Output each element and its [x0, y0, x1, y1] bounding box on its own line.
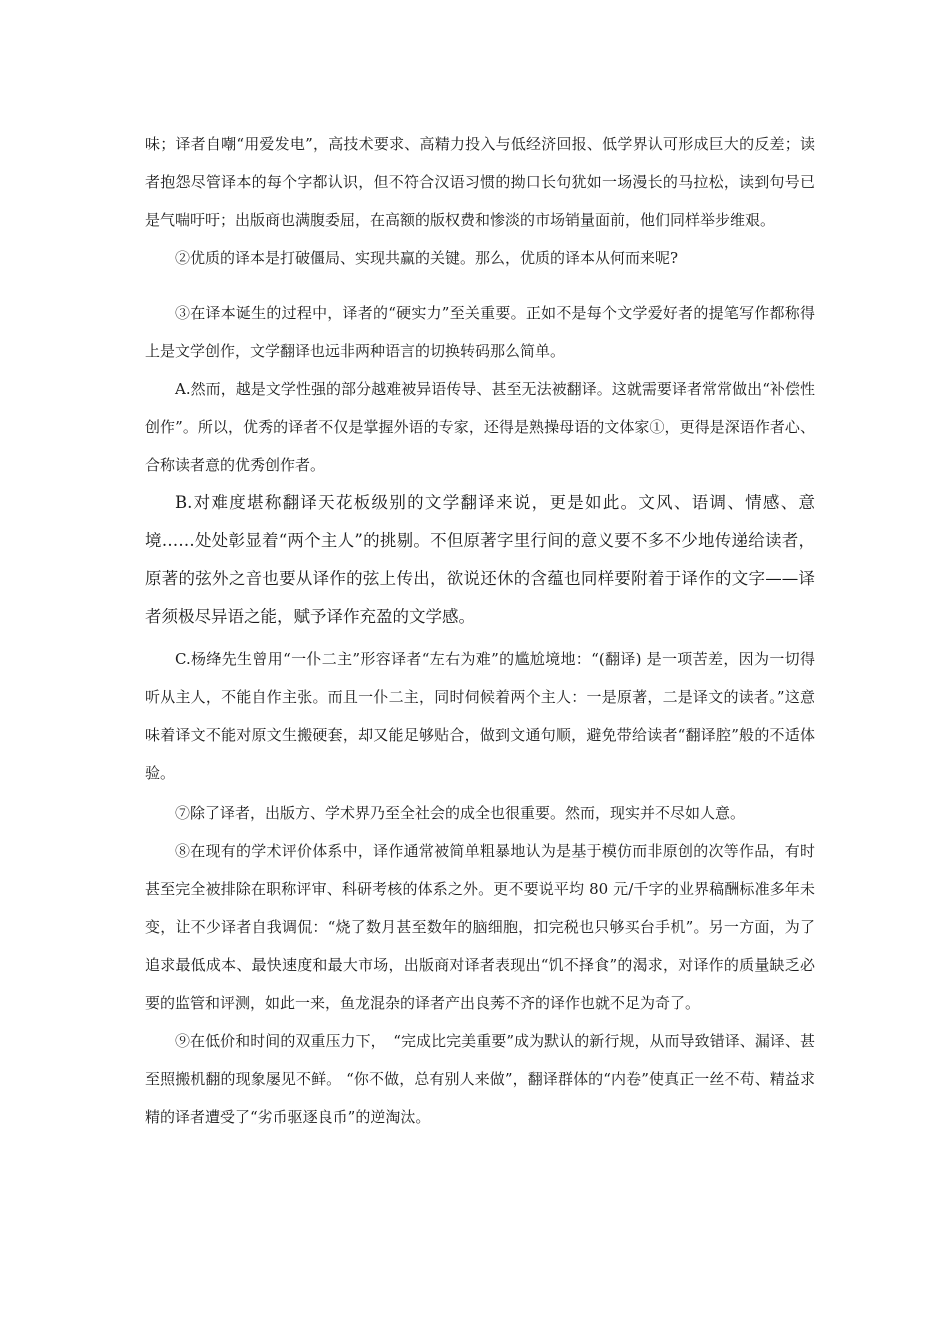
paragraph-3: ③在译本诞生的过程中，译者的“硬实力”至关重要。正如不是每个文学爱好者的提笔写作都称得上是文学创作，文学翻译也远非两种语言的切换转码那么简单。	[145, 304, 815, 360]
paragraph-option-a: A.然而，越是文学性强的部分越难被异语传导、甚至无法被翻译。这就需要译者常常做出“补偿性创作”。所以，优秀的译者不仅是掌握外语的专家，还得是熟操母语的文体家①，更得是深语作者心、合称读者意的优秀创作者。	[145, 380, 815, 474]
paragraph-9: ⑨在低价和时间的双重压力下， “完成比完美重要”成为默认的新行规，从而导致错译、漏译、甚至照搬机翻的现象屡见不鲜。 “你不做，总有别人来做”，翻译群体的“内卷”使真正一丝不苟、精益求精的译者遭受了“劣币驱逐良币”的逆淘汰。	[145, 1032, 815, 1126]
paragraph-continuation: 味；译者自嘲“用爱发电”，高技术要求、高精力投入与低经济回报、低学界认可形成巨大的反差；读者抱怨尽管译本的每个字都认识，但不符合汉语习惯的拗口长句犹如一场漫长的马拉松，读到句号已是气喘吁吁；出版商也满腹委屈，在高额的版权费和惨淡的市场销量面前，他们同样举步维艰。	[145, 135, 815, 229]
paragraph-2: ②优质的译本是打破僵局、实现共赢的关键。那么，优质的译本从何而来呢?	[175, 249, 679, 267]
paragraph-8: ⑧在现有的学术评价体系中，译作通常被简单粗暴地认为是基于模仿而非原创的次等作品，有时甚至完全被排除在职称评审、科研考核的体系之外。更不要说平均 80 元/千字的业界稿酬标准多年未变，让不少译者自我调侃：“烧了数月甚至数年的脑细胞，扣完税也只够买台手机”。另一方面，为了追求最低成本、最快速度和最大市场，出版商对译者表现出“饥不择食”的渴求，对译作的质量缺乏必要的监管和评测，如此一来，鱼龙混杂的译者产出良莠不齐的译作也就不足为奇了。	[145, 842, 815, 1012]
paragraph-option-c: C.杨绛先生曾用“一仆二主”形容译者“左右为难”的尴尬境地：“(翻译) 是一项苦差，因为一切得听从主人，不能自作主张。而且一仆二主，同时伺候着两个主人：一是原著，二是译文的读者。”这意味着译文不能对原文生搬硬套，却又能足够贴合，做到文通句顺，避免带给读者“翻译腔”般的不适体验。	[145, 650, 815, 782]
paragraph-7: ⑦除了译者，出版方、学术界乃至全社会的成全也很重要。然而，现实并不尽如人意。	[175, 804, 746, 822]
paragraph-option-b: B.对难度堪称翻译天花板级别的文学翻译来说，更是如此。文风、语调、情感、意境……处处彰显着“两个主人”的挑剔。不但原著字里行间的意义要不多不少地传递给读者，原著的弦外之音也要从译作的弦上传出，欲说还休的含蕴也同样要附着于译作的文字——译者须极尽异语之能，赋予译作充盈的文学感。	[145, 493, 815, 626]
